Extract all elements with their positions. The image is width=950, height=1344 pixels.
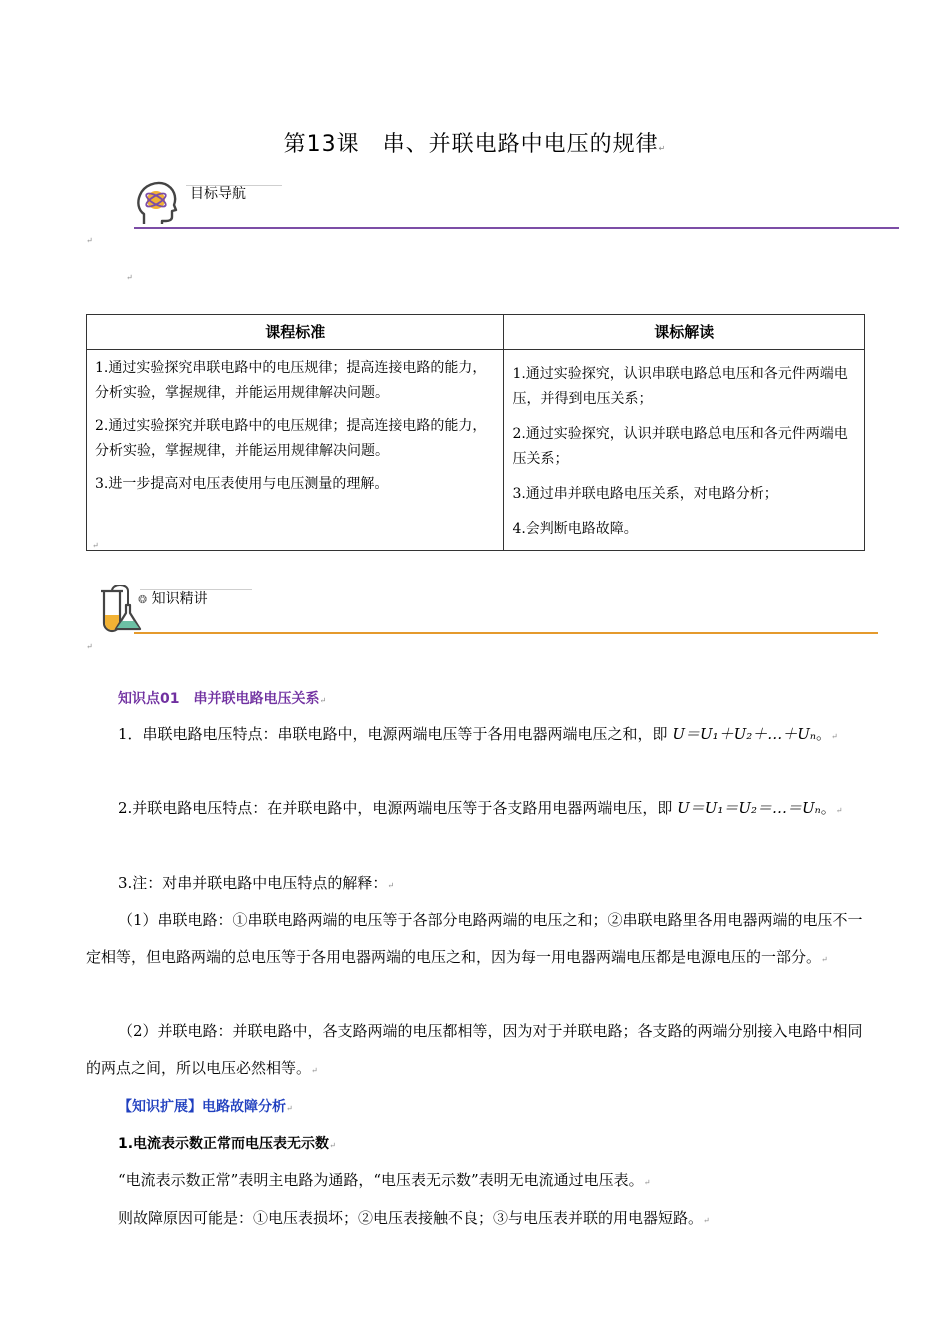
series-voltage-text: 1．串联电路电压特点：串联电路中，电源两端电压等于各用电器两端电压之和，即 (118, 725, 673, 743)
paragraph-mark: ↵ (831, 732, 838, 741)
knowledge-label-underline (140, 589, 252, 590)
nav-section-label: 目标导航 (190, 186, 246, 202)
fault-case-heading (86, 1125, 864, 1164)
fault-case-title: 1.电流表示数正常而电压表无示数 (118, 1136, 330, 1152)
brain-head-icon (136, 180, 178, 226)
standards-cell (87, 350, 504, 551)
parallel-voltage-formula: U＝U₁＝U₂＝…＝Uₙ (677, 799, 821, 817)
fault-cause-paragraph (86, 1200, 864, 1239)
interpretation-item: 4.会判断电路故障。 (512, 521, 638, 537)
paragraph-mark: ↵ (311, 1066, 318, 1075)
interpretation-item: 3.通过串并联电路电压关系，对电路分析； (512, 486, 778, 502)
page-title (0, 127, 950, 158)
interpretation-item: 2.通过实验探究，认识并联电路总电压和各元件两端电压关系； (512, 426, 848, 467)
interpretation-item: 1.通过实验探究，认识串联电路总电压和各元件两端电压，并得到电压关系； (512, 366, 848, 407)
parallel-voltage-text: 2.并联电路电压特点：在并联电路中，电源两端电压等于各支路用电器两端电压，即 (118, 799, 678, 817)
series-explanation-text: （1）串联电路：①串联电路两端的电压等于各部分电路两端的电压之和；②串联电路里各用电器两端的电压不一定相等，但电路两端的总电压等于各用电器两端的电压之和，因为每一用电器两端电压都是电源电压的一部分。 (86, 911, 863, 966)
paragraph-mark: ↵ (821, 955, 828, 964)
sentence-end: 。 (820, 799, 836, 817)
sparkle-icon: ❂ (138, 593, 148, 606)
parallel-voltage-paragraph (86, 790, 864, 829)
paragraph-mark: ↵ (126, 273, 133, 282)
standard-item: 3.进一步提高对电压表使用与电压测量的理解。 (95, 476, 389, 492)
note-text: 3.注：对串并联电路中电压特点的解释： (118, 874, 388, 892)
nav-label-underline (186, 185, 282, 186)
series-explanation-paragraph (86, 902, 864, 978)
standard-item: 2.通过实验探究并联电路中的电压规律；提高连接电路的能力，分析实验，掌握规律，并能运用规律解决问题。 (95, 418, 487, 459)
parallel-explanation-text: （2）并联电路：并联电路中，各支路两端的电压都相等，因为对于并联电路；各支路的两端分别接入电路中相同的两点之间，所以电压必然相等。 (86, 1022, 863, 1077)
paragraph-mark: ↵ (329, 1141, 336, 1150)
paragraph-mark: ↵ (86, 642, 93, 651)
series-voltage-paragraph (86, 716, 864, 755)
paragraph-mark: ↵ (86, 236, 93, 245)
nav-section-rule (134, 227, 899, 229)
paragraph-mark: ↵ (658, 144, 667, 153)
paragraph-mark: ↵ (286, 1104, 293, 1113)
fault-cause-text: 则故障原因可能是：①电压表损坏；②电压表接触不良；③与电压表并联的用电器短路。 (118, 1209, 704, 1227)
course-standards-table (86, 314, 865, 551)
page-title-text: 第13课 串、并联电路中电压的规律 (283, 132, 659, 157)
knowledge-extension-heading (86, 1088, 864, 1127)
note-paragraph (86, 865, 864, 904)
table-row (87, 350, 865, 551)
table-header-interpretation: 课标解读 (504, 315, 865, 350)
paragraph-mark: ↵ (319, 696, 327, 705)
knowledge-section-rule (134, 632, 878, 634)
knowledge-point-heading (118, 688, 326, 708)
knowledge-section-text: 知识精讲 (151, 591, 208, 607)
knowledge-point-label: 知识点01 串并联电路电压关系 (118, 691, 320, 707)
knowledge-section-label (138, 588, 208, 608)
paragraph-mark: ↵ (387, 881, 395, 890)
series-voltage-formula: U＝U₁＋U₂＋…＋Uₙ (672, 725, 817, 743)
knowledge-extension-label: 【知识扩展】电路故障分析 (118, 1099, 286, 1115)
sentence-end: 。 (816, 725, 832, 743)
paragraph-mark: ↵ (92, 541, 99, 550)
fault-meaning-text: “电流表示数正常”表明主电路为通路，“电压表无示数”表明无电流通过电压表。 (118, 1171, 644, 1189)
paragraph-mark: ↵ (703, 1216, 710, 1225)
paragraph-mark: ↵ (835, 806, 843, 815)
table-header-standard: 课程标准 (87, 315, 504, 350)
interpretation-cell (504, 350, 865, 551)
standard-item: 1.通过实验探究串联电路中的电压规律；提高连接电路的能力，分析实验，掌握规律，并能运用规律解决问题。 (95, 360, 487, 401)
fault-meaning-paragraph (86, 1162, 864, 1201)
parallel-explanation-paragraph (86, 1013, 864, 1089)
paragraph-mark: ↵ (643, 1178, 651, 1187)
table-header-row (87, 315, 865, 350)
